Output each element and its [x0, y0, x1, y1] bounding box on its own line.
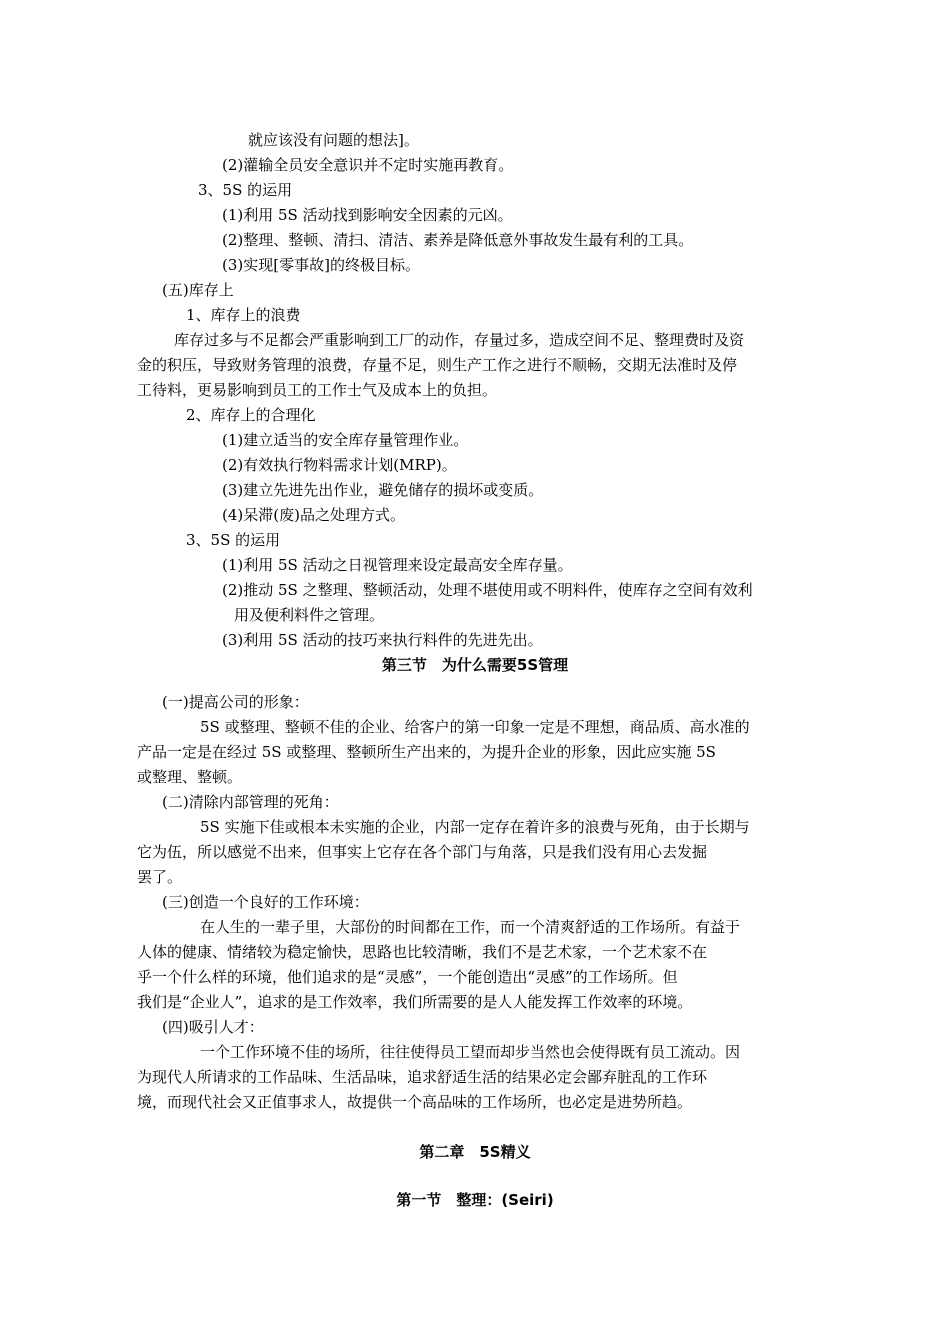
chapter-title: 第二章 5S精义: [419, 1143, 531, 1161]
paragraph-line: 我们是“企业人”，追求的是工作效率，我们所需要的是人人能发挥工作效率的环境。: [137, 993, 693, 1011]
list-item: (2)推动 5S 之整理、整顿活动，处理不堪使用或不明料件，使库存之空间有效利: [222, 581, 753, 599]
paragraph-line: 或整理、整顿。: [137, 768, 243, 786]
paragraph-line: 乎一个什么样的环境，他们追求的是“灵感”，一个能创造出“灵感”的工作场所。但: [137, 968, 678, 986]
paragraph-line: 它为伍，所以感觉不出来，但事实上它存在各个部门与角落，只是我们没有用心去发掘: [137, 843, 708, 861]
list-item: (1)建立适当的安全库存量管理作业。: [222, 431, 469, 449]
paragraph-line: 金的积压，导致财务管理的浪费，存量不足，则生产工作之进行不顺畅，交期无法准时及停: [137, 356, 738, 374]
paragraph-line: 在人生的一辈子里，大部份的时间都在工作，而一个清爽舒适的工作场所。有益于: [200, 918, 741, 936]
text-line: 就应该没有问题的想法]。: [248, 131, 419, 149]
paragraph-line: 库存过多与不足都会严重影响到工厂的动作，存量过多，造成空间不足、整理费时及资: [174, 331, 745, 349]
paragraph-line: 工待料，更易影响到员工的工作士气及成本上的负担。: [137, 381, 498, 399]
paragraph-line: 一个工作环境不佳的场所，往往使得员工望而却步当然也会使得既有员工流动。因: [200, 1043, 741, 1061]
section-heading: (三)创造一个良好的工作环境：: [162, 893, 369, 911]
section-title: 第三节 为什么需要5S管理: [381, 656, 569, 674]
list-item: (2)灌输全员安全意识并不定时实施再教育。: [222, 156, 514, 174]
list-item: (2)有效执行物料需求计划(MRP)。: [222, 456, 457, 474]
paragraph-line: 罢了。: [137, 868, 183, 886]
section-title: 第一节 整理：(Seiri): [396, 1191, 554, 1209]
subsection-heading: 3、5S 的运用: [186, 531, 281, 549]
list-item: (1)利用 5S 活动之日视管理来设定最高安全库存量。: [222, 556, 573, 574]
list-item-continuation: 用及便利料件之管理。: [234, 606, 385, 624]
subsection-heading: 3、5S 的运用: [198, 181, 293, 199]
paragraph-line: 为现代人所请求的工作品味、生活品味，追求舒适生活的结果必定会鄙弃脏乱的工作环: [137, 1068, 708, 1086]
paragraph-line: 境，而现代社会又正值事求人，故提供一个高品味的工作场所，也必定是进势所趋。: [137, 1093, 693, 1111]
subsection-heading: 1、库存上的浪费: [186, 306, 301, 324]
paragraph-line: 人体的健康、情绪较为稳定愉快，思路也比较清晰，我们不是艺术家，一个艺术家不在: [137, 943, 708, 961]
subsection-heading: 2、库存上的合理化: [186, 406, 316, 424]
list-item: (1)利用 5S 活动找到影响安全因素的元凶。: [222, 206, 513, 224]
section-heading: (二)清除内部管理的死角：: [162, 793, 339, 811]
list-item: (2)整理、整顿、清扫、清洁、素养是降低意外事故发生最有利的工具。: [222, 231, 694, 249]
section-heading: (一)提高公司的形象：: [162, 693, 309, 711]
list-item: (3)利用 5S 活动的技巧来执行料件的先进先出。: [222, 631, 543, 649]
list-item: (3)实现[零事故]的终极目标。: [222, 256, 420, 274]
section-heading: (四)吸引人才：: [162, 1018, 264, 1036]
paragraph-line: 5S 实施下佳或根本未实施的企业，内部一定存在着许多的浪费与死角，由于长期与: [200, 818, 750, 836]
list-item: (3)建立先进先出作业，避免储存的损坏或变质。: [222, 481, 544, 499]
section-heading: (五)库存上: [162, 281, 234, 299]
list-item: (4)呆滞(废)品之处理方式。: [222, 506, 405, 524]
paragraph-line: 产品一定是在经过 5S 或整理、整顿所生产出来的，为提升企业的形象，因此应实施 5S: [137, 743, 716, 761]
paragraph-line: 5S 或整理、整顿不佳的企业、给客户的第一印象一定是不理想，商品质、高水准的: [200, 718, 750, 736]
